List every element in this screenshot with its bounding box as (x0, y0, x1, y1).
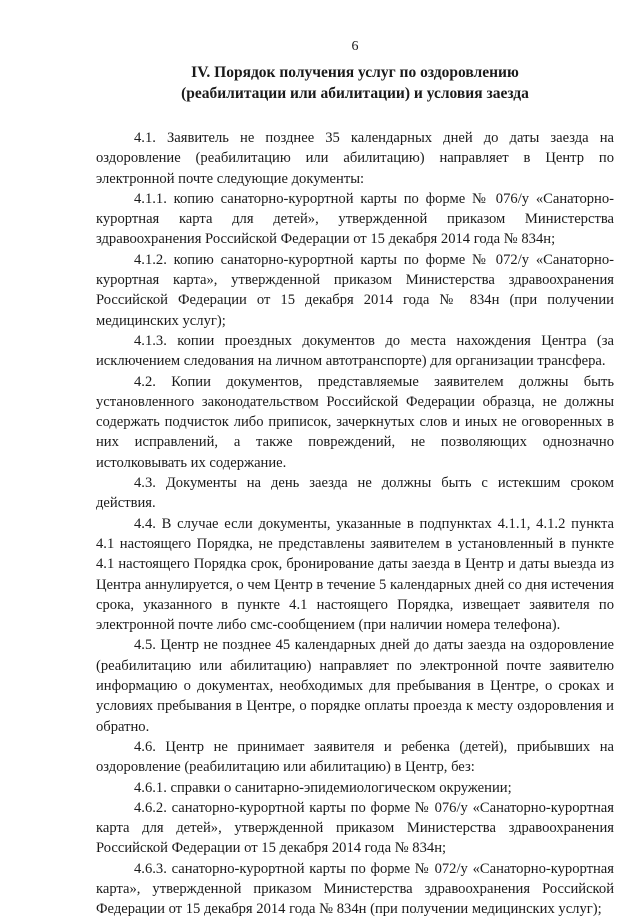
paragraph-4-6-2: 4.6.2. санаторно-курортной карты по форме № 076/у «Санаторно-курортная карта для детей», утвержденной приказом Министерства здравоохранения Российской Федерации от 15 декабря 2014 года № 834н; (96, 799, 614, 857)
document-page (96, 38, 614, 920)
body-text (96, 128, 614, 920)
paragraph-4-6: 4.6. Центр не принимает заявителя и ребенка (детей), прибывших на оздоровление (реабилитацию или абилитацию) в Центр, без: (96, 738, 614, 776)
paragraph-4-1-3: 4.1.3. копии проездных документов до места нахождения Центра (за исключением следования на личном автотранспорте) для организации трансфера. (96, 332, 614, 370)
paragraph-4-1-2: 4.1.2. копию санаторно-курортной карты по форме № 072/у «Санаторно-курортная карта», утвержденной приказом Министерства здравоохранения Российской Федерации от 15 декабря 2014 года № 834н (при получении медицинских услуг); (96, 251, 614, 329)
section-title (96, 62, 614, 104)
paragraph-4-3: 4.3. Документы на день заезда не должны быть с истекшим сроком действия. (96, 475, 614, 512)
paragraph-4-6-1: 4.6.1. справки о санитарно-эпидемиологическом окружении; (134, 779, 512, 796)
page-number: 6 (351, 39, 359, 54)
paragraph-4-2: 4.2. Копии документов, представляемые заявителем должны быть установленного законодательством Российской Федерации образца, не должны содержать подчисток либо приписок, зачеркнутых слов и иных не оговоренных в них исправлений, а также повреждений, не позволяющих однозначно истолковывать их содержание. (96, 373, 614, 471)
paragraph-4-6-3: 4.6.3. санаторно-курортной карты по форме № 072/у «Санаторно-курортная карта», утвержденной приказом Министерства здравоохранения Российской Федерации от 15 декабря 2014 года № 834н (при получении медицинских услуг); (96, 860, 614, 918)
paragraph-4-1: 4.1. Заявитель не позднее 35 календарных дней до даты заезда на оздоровление (реабилитацию или абилитацию) направляет в Центр по электронной почте следующие документы: (96, 130, 614, 187)
paragraph-4-1-1: 4.1.1. копию санаторно-курортной карты по форме № 076/у «Санаторно-курортная карта для детей», утвержденной приказом Министерства здравоохранения Российской Федерации от 15 декабря 2014 года № 834н; (96, 190, 614, 248)
section-title-line-1: IV. Порядок получения услуг по оздоровлению (191, 64, 519, 81)
paragraph-4-5: 4.5. Центр не позднее 45 календарных дней до даты заезда на оздоровление (реабилитацию или абилитацию) направляет по электронной почте заявителю информацию о документах, необходимых для пребывания в Центре, о сроках и условиях пребывания в Центре, о порядке оплаты проезда к месту оздоровления и обратно. (96, 637, 614, 735)
section-title-line-2: (реабилитации или абилитации) и условия заезда (181, 85, 529, 102)
paragraph-4-4: 4.4. В случае если документы, указанные в подпунктах 4.1.1, 4.1.2 пункта 4.1 настоящего Порядка, не представлены заявителем в установленный в пункте 4.1 настоящего Порядка срок, бронирование даты заезда в Центр и даты выезда из Центра аннулируется, о чем Центр в течение 5 календарных дней со дня истечения срока, указанного в пункте 4.1 настоящего Порядка, извещает заявителя по электронной почте либо смс-сообщением (при наличии номера телефона). (96, 515, 614, 634)
